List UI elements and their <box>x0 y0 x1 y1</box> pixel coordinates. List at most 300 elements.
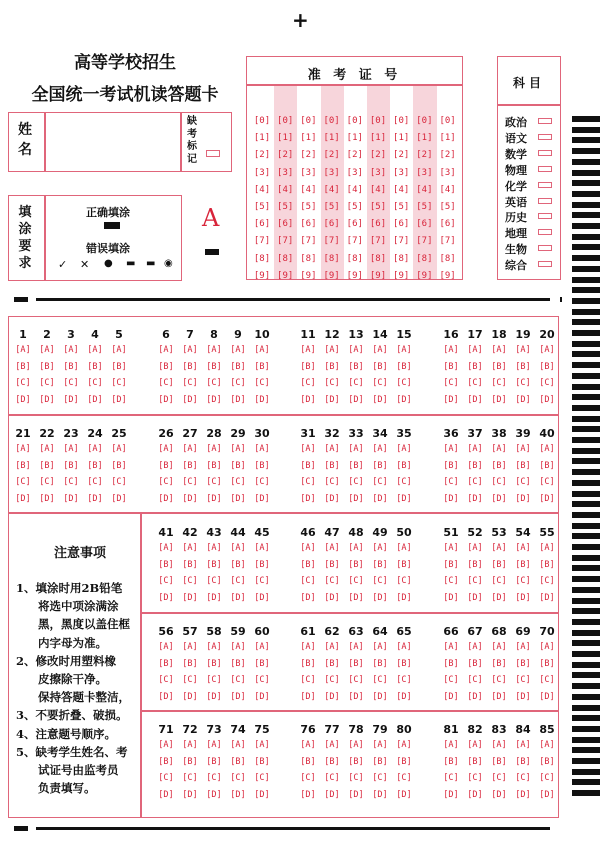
answer-bubble[interactable]: [A] <box>467 543 483 553</box>
answer-bubble[interactable]: [B] <box>111 361 127 372</box>
answer-bubble[interactable]: [C] <box>300 675 316 686</box>
exam-id-digit-bubble[interactable]: [4] <box>416 184 433 195</box>
answer-bubble[interactable]: [A] <box>324 345 340 355</box>
answer-bubble[interactable]: [A] <box>158 345 174 355</box>
exam-id-digit-bubble[interactable]: [6] <box>277 219 294 230</box>
exam-id-digit-bubble[interactable]: [3] <box>277 167 294 178</box>
answer-bubble[interactable]: [B] <box>182 460 198 471</box>
answer-bubble[interactable]: [A] <box>15 345 31 355</box>
exam-id-digit-bubble[interactable]: [0] <box>323 116 340 126</box>
exam-id-digit-bubble[interactable]: [1] <box>300 133 317 144</box>
exam-id-digit-bubble[interactable]: [7] <box>346 236 363 247</box>
exam-id-digit-bubble[interactable]: [8] <box>323 253 340 264</box>
answer-bubble[interactable]: [D] <box>515 789 531 800</box>
answer-bubble[interactable]: [C] <box>443 477 459 488</box>
answer-bubble[interactable]: [D] <box>491 691 507 702</box>
answer-bubble[interactable]: [A] <box>348 543 364 553</box>
answer-bubble[interactable]: [B] <box>206 658 222 669</box>
answer-bubble[interactable]: [A] <box>254 345 270 355</box>
answer-bubble[interactable]: [A] <box>206 740 222 750</box>
answer-bubble[interactable]: [D] <box>254 691 270 702</box>
answer-bubble[interactable]: [A] <box>443 345 459 355</box>
answer-bubble[interactable]: [B] <box>467 658 483 669</box>
answer-bubble[interactable]: [B] <box>467 460 483 471</box>
answer-bubble[interactable]: [C] <box>158 378 174 389</box>
answer-bubble[interactable]: [C] <box>230 675 246 686</box>
exam-id-digit-bubble[interactable]: [5] <box>369 202 387 212</box>
answer-bubble[interactable]: [C] <box>491 773 507 784</box>
answer-bubble[interactable]: [D] <box>515 394 531 405</box>
answer-bubble[interactable]: [D] <box>348 493 364 504</box>
exam-id-digit-bubble[interactable]: [4] <box>323 184 340 195</box>
answer-bubble[interactable]: [D] <box>230 592 246 603</box>
answer-bubble[interactable]: [D] <box>467 394 483 405</box>
exam-id-digit-bubble[interactable]: [7] <box>439 236 456 247</box>
answer-bubble[interactable]: [D] <box>467 592 483 603</box>
answer-bubble[interactable]: [D] <box>182 592 198 603</box>
answer-bubble[interactable]: [C] <box>348 477 364 488</box>
answer-bubble[interactable]: [A] <box>372 543 388 553</box>
answer-bubble[interactable]: [B] <box>39 361 55 372</box>
answer-bubble[interactable]: [C] <box>539 477 555 488</box>
answer-bubble[interactable]: [B] <box>230 756 246 767</box>
answer-bubble[interactable]: [A] <box>300 740 316 750</box>
answer-bubble[interactable]: [C] <box>443 378 459 389</box>
answer-bubble[interactable]: [A] <box>372 444 388 454</box>
answer-bubble[interactable]: [C] <box>15 378 31 389</box>
answer-bubble[interactable]: [D] <box>39 493 55 504</box>
answer-bubble[interactable]: [B] <box>396 658 412 669</box>
answer-bubble[interactable]: [B] <box>206 460 222 471</box>
answer-bubble[interactable]: [C] <box>443 576 459 587</box>
answer-bubble[interactable]: [A] <box>491 543 507 553</box>
answer-bubble[interactable]: [B] <box>254 361 270 372</box>
answer-bubble[interactable]: [C] <box>230 378 246 389</box>
answer-bubble[interactable]: [B] <box>443 658 459 669</box>
answer-bubble[interactable]: [A] <box>15 444 31 454</box>
subject-bubble[interactable] <box>538 213 552 219</box>
answer-bubble[interactable]: [B] <box>515 559 531 570</box>
answer-bubble[interactable]: [D] <box>300 789 316 800</box>
exam-id-digit-bubble[interactable]: [6] <box>346 219 363 230</box>
exam-id-digit-bubble[interactable]: [0] <box>369 116 387 126</box>
answer-bubble[interactable]: [A] <box>206 444 222 454</box>
answer-bubble[interactable]: [D] <box>372 394 388 405</box>
exam-id-digit-bubble[interactable]: [5] <box>323 202 340 212</box>
answer-bubble[interactable]: [C] <box>254 576 270 587</box>
answer-bubble[interactable]: [A] <box>396 345 412 355</box>
answer-bubble[interactable]: [B] <box>324 756 340 767</box>
answer-bubble[interactable]: [B] <box>182 361 198 372</box>
name-field[interactable] <box>46 114 178 170</box>
answer-bubble[interactable]: [A] <box>158 444 174 454</box>
answer-bubble[interactable]: [D] <box>348 789 364 800</box>
answer-bubble[interactable]: [C] <box>396 675 412 686</box>
exam-id-digit-bubble[interactable]: [3] <box>300 167 317 178</box>
answer-bubble[interactable]: [B] <box>39 460 55 471</box>
exam-id-digit-bubble[interactable]: [8] <box>439 253 456 264</box>
answer-bubble[interactable]: [B] <box>348 361 364 372</box>
answer-bubble[interactable]: [B] <box>467 361 483 372</box>
answer-bubble[interactable]: [A] <box>491 444 507 454</box>
exam-id-digit-bubble[interactable]: [3] <box>253 167 271 178</box>
answer-bubble[interactable]: [A] <box>539 345 555 355</box>
exam-id-digit-bubble[interactable]: [5] <box>439 202 456 212</box>
answer-bubble[interactable]: [C] <box>254 773 270 784</box>
answer-bubble[interactable]: [B] <box>300 361 316 372</box>
answer-bubble[interactable]: [D] <box>230 789 246 800</box>
exam-id-digit-bubble[interactable]: [3] <box>439 167 456 178</box>
exam-id-digit-bubble[interactable]: [2] <box>300 150 317 161</box>
answer-bubble[interactable]: [C] <box>15 477 31 488</box>
exam-id-digit-bubble[interactable]: [1] <box>346 133 363 144</box>
answer-bubble[interactable]: [D] <box>396 691 412 702</box>
exam-id-digit-bubble[interactable]: [9] <box>253 270 271 281</box>
answer-bubble[interactable]: [A] <box>396 642 412 652</box>
answer-bubble[interactable]: [B] <box>491 658 507 669</box>
answer-bubble[interactable]: [A] <box>443 642 459 652</box>
answer-bubble[interactable]: [B] <box>396 460 412 471</box>
answer-bubble[interactable]: [C] <box>87 477 103 488</box>
answer-bubble[interactable]: [C] <box>467 378 483 389</box>
exam-id-digit-bubble[interactable]: [6] <box>439 219 456 230</box>
answer-bubble[interactable]: [D] <box>111 493 127 504</box>
answer-bubble[interactable]: [A] <box>491 345 507 355</box>
answer-bubble[interactable]: [A] <box>515 444 531 454</box>
answer-bubble[interactable]: [A] <box>158 740 174 750</box>
answer-bubble[interactable]: [D] <box>515 493 531 504</box>
answer-bubble[interactable]: [B] <box>539 658 555 669</box>
answer-bubble[interactable]: [D] <box>539 394 555 405</box>
answer-bubble[interactable]: [C] <box>182 773 198 784</box>
answer-bubble[interactable]: [D] <box>87 493 103 504</box>
answer-bubble[interactable]: [A] <box>396 740 412 750</box>
answer-bubble[interactable]: [B] <box>182 756 198 767</box>
answer-bubble[interactable]: [B] <box>300 658 316 669</box>
exam-id-digit-bubble[interactable]: [4] <box>277 184 294 195</box>
answer-bubble[interactable]: [D] <box>254 592 270 603</box>
answer-bubble[interactable]: [D] <box>300 493 316 504</box>
answer-bubble[interactable]: [A] <box>324 444 340 454</box>
exam-id-digit-bubble[interactable]: [9] <box>369 270 387 281</box>
answer-bubble[interactable]: [D] <box>158 493 174 504</box>
answer-bubble[interactable]: [B] <box>324 361 340 372</box>
answer-bubble[interactable]: [A] <box>300 642 316 652</box>
answer-bubble[interactable]: [B] <box>230 460 246 471</box>
subject-bubble[interactable] <box>538 229 552 235</box>
answer-bubble[interactable]: [A] <box>230 543 246 553</box>
exam-id-digit-bubble[interactable]: [0] <box>346 116 363 126</box>
answer-bubble[interactable]: [B] <box>254 559 270 570</box>
answer-bubble[interactable]: [D] <box>87 394 103 405</box>
exam-id-digit-bubble[interactable]: [0] <box>277 116 294 126</box>
exam-id-digit-bubble[interactable]: [8] <box>369 253 387 264</box>
answer-bubble[interactable]: [D] <box>300 394 316 405</box>
answer-bubble[interactable]: [C] <box>348 576 364 587</box>
answer-bubble[interactable]: [D] <box>182 789 198 800</box>
answer-bubble[interactable]: [A] <box>539 740 555 750</box>
answer-bubble[interactable]: [D] <box>230 493 246 504</box>
answer-bubble[interactable]: [A] <box>39 444 55 454</box>
answer-bubble[interactable]: [B] <box>230 658 246 669</box>
answer-bubble[interactable]: [D] <box>182 691 198 702</box>
answer-bubble[interactable]: [C] <box>348 773 364 784</box>
exam-id-digit-bubble[interactable]: [8] <box>253 253 271 264</box>
answer-bubble[interactable]: [A] <box>39 345 55 355</box>
answer-bubble[interactable]: [A] <box>182 740 198 750</box>
answer-bubble[interactable]: [A] <box>206 642 222 652</box>
exam-id-digit-bubble[interactable]: [3] <box>416 167 433 178</box>
answer-bubble[interactable]: [A] <box>111 345 127 355</box>
answer-bubble[interactable]: [B] <box>324 460 340 471</box>
answer-bubble[interactable]: [C] <box>443 675 459 686</box>
answer-bubble[interactable]: [A] <box>300 444 316 454</box>
absent-mark-box[interactable] <box>206 150 220 157</box>
answer-bubble[interactable]: [A] <box>324 740 340 750</box>
answer-bubble[interactable]: [D] <box>206 592 222 603</box>
answer-bubble[interactable]: [D] <box>372 592 388 603</box>
answer-bubble[interactable]: [B] <box>372 361 388 372</box>
subject-bubble[interactable] <box>538 150 552 156</box>
answer-bubble[interactable]: [C] <box>324 773 340 784</box>
answer-bubble[interactable]: [B] <box>491 460 507 471</box>
answer-bubble[interactable]: [A] <box>254 740 270 750</box>
answer-bubble[interactable]: [B] <box>158 559 174 570</box>
answer-bubble[interactable]: [A] <box>396 543 412 553</box>
answer-bubble[interactable]: [C] <box>324 576 340 587</box>
answer-bubble[interactable]: [D] <box>182 394 198 405</box>
answer-bubble[interactable]: [B] <box>206 756 222 767</box>
answer-bubble[interactable]: [D] <box>491 592 507 603</box>
answer-bubble[interactable]: [D] <box>396 789 412 800</box>
answer-bubble[interactable]: [A] <box>372 345 388 355</box>
answer-bubble[interactable]: [A] <box>254 543 270 553</box>
exam-id-digit-bubble[interactable]: [7] <box>253 236 271 247</box>
answer-bubble[interactable]: [B] <box>182 559 198 570</box>
exam-id-digit-bubble[interactable]: [3] <box>323 167 340 178</box>
answer-bubble[interactable]: [D] <box>324 592 340 603</box>
exam-id-digit-bubble[interactable]: [7] <box>416 236 433 247</box>
answer-bubble[interactable]: [A] <box>372 740 388 750</box>
answer-bubble[interactable]: [B] <box>348 559 364 570</box>
answer-bubble[interactable]: [A] <box>539 642 555 652</box>
answer-bubble[interactable]: [A] <box>348 444 364 454</box>
answer-bubble[interactable]: [A] <box>158 543 174 553</box>
answer-bubble[interactable]: [C] <box>467 477 483 488</box>
answer-bubble[interactable]: [B] <box>515 756 531 767</box>
answer-bubble[interactable]: [D] <box>515 592 531 603</box>
answer-bubble[interactable]: [C] <box>254 378 270 389</box>
answer-bubble[interactable]: [C] <box>491 576 507 587</box>
exam-id-digit-bubble[interactable]: [5] <box>277 202 294 212</box>
answer-bubble[interactable]: [C] <box>300 773 316 784</box>
answer-bubble[interactable]: [D] <box>348 592 364 603</box>
subject-bubble[interactable] <box>538 261 552 267</box>
exam-id-digit-bubble[interactable]: [9] <box>416 270 433 281</box>
answer-bubble[interactable]: [A] <box>491 642 507 652</box>
answer-bubble[interactable]: [B] <box>254 756 270 767</box>
exam-id-digit-bubble[interactable]: [6] <box>393 219 410 230</box>
answer-bubble[interactable]: [B] <box>158 361 174 372</box>
exam-id-digit-bubble[interactable]: [2] <box>393 150 410 161</box>
answer-bubble[interactable]: [A] <box>515 345 531 355</box>
answer-bubble[interactable]: [D] <box>230 394 246 405</box>
answer-bubble[interactable]: [B] <box>539 756 555 767</box>
answer-bubble[interactable]: [A] <box>230 444 246 454</box>
answer-bubble[interactable]: [C] <box>230 477 246 488</box>
answer-bubble[interactable]: [C] <box>467 773 483 784</box>
answer-bubble[interactable]: [C] <box>372 477 388 488</box>
exam-id-digit-bubble[interactable]: [7] <box>300 236 317 247</box>
exam-id-digit-bubble[interactable]: [2] <box>346 150 363 161</box>
answer-bubble[interactable]: [C] <box>206 477 222 488</box>
answer-bubble[interactable]: [A] <box>324 543 340 553</box>
answer-bubble[interactable]: [C] <box>372 378 388 389</box>
answer-bubble[interactable]: [A] <box>111 444 127 454</box>
answer-bubble[interactable]: [B] <box>300 460 316 471</box>
answer-bubble[interactable]: [C] <box>300 576 316 587</box>
exam-id-digit-bubble[interactable]: [4] <box>393 184 410 195</box>
exam-id-digit-bubble[interactable]: [2] <box>369 150 387 161</box>
answer-bubble[interactable]: [B] <box>491 559 507 570</box>
answer-bubble[interactable]: [A] <box>182 543 198 553</box>
answer-bubble[interactable]: [B] <box>300 559 316 570</box>
answer-bubble[interactable]: [D] <box>206 691 222 702</box>
exam-id-digit-bubble[interactable]: [6] <box>323 219 340 230</box>
answer-bubble[interactable]: [D] <box>182 493 198 504</box>
answer-bubble[interactable]: [B] <box>111 460 127 471</box>
answer-bubble[interactable]: [D] <box>443 493 459 504</box>
answer-bubble[interactable]: [B] <box>158 756 174 767</box>
answer-bubble[interactable]: [B] <box>443 756 459 767</box>
answer-bubble[interactable]: [C] <box>182 378 198 389</box>
answer-bubble[interactable]: [D] <box>15 394 31 405</box>
answer-bubble[interactable]: [D] <box>15 493 31 504</box>
answer-bubble[interactable]: [D] <box>39 394 55 405</box>
answer-bubble[interactable]: [B] <box>15 361 31 372</box>
answer-bubble[interactable]: [A] <box>230 642 246 652</box>
exam-id-digit-bubble[interactable]: [4] <box>253 184 271 195</box>
exam-id-digit-bubble[interactable]: [2] <box>277 150 294 161</box>
answer-bubble[interactable]: [A] <box>443 444 459 454</box>
answer-bubble[interactable]: [D] <box>300 691 316 702</box>
exam-id-digit-bubble[interactable]: [4] <box>369 184 387 195</box>
answer-bubble[interactable]: [B] <box>348 756 364 767</box>
answer-bubble[interactable]: [B] <box>324 559 340 570</box>
exam-id-digit-bubble[interactable]: [1] <box>393 133 410 144</box>
exam-id-digit-bubble[interactable]: [5] <box>416 202 433 212</box>
answer-bubble[interactable]: [D] <box>158 592 174 603</box>
answer-bubble[interactable]: [A] <box>230 740 246 750</box>
answer-bubble[interactable]: [C] <box>491 477 507 488</box>
answer-bubble[interactable]: [C] <box>182 576 198 587</box>
exam-id-digit-bubble[interactable]: [6] <box>300 219 317 230</box>
exam-id-digit-bubble[interactable]: [4] <box>439 184 456 195</box>
exam-id-digit-bubble[interactable]: [7] <box>369 236 387 247</box>
answer-bubble[interactable]: [D] <box>63 394 79 405</box>
answer-bubble[interactable]: [B] <box>63 460 79 471</box>
answer-bubble[interactable]: [B] <box>348 460 364 471</box>
answer-bubble[interactable]: [A] <box>467 642 483 652</box>
answer-bubble[interactable]: [B] <box>206 559 222 570</box>
answer-bubble[interactable]: [A] <box>300 345 316 355</box>
answer-bubble[interactable]: [D] <box>515 691 531 702</box>
answer-bubble[interactable]: [A] <box>348 642 364 652</box>
answer-bubble[interactable]: [C] <box>539 576 555 587</box>
answer-bubble[interactable]: [A] <box>348 740 364 750</box>
exam-id-digit-bubble[interactable]: [8] <box>277 253 294 264</box>
exam-id-digit-bubble[interactable]: [7] <box>393 236 410 247</box>
exam-id-digit-bubble[interactable]: [6] <box>253 219 271 230</box>
answer-bubble[interactable]: [A] <box>254 642 270 652</box>
answer-bubble[interactable]: [C] <box>300 378 316 389</box>
answer-bubble[interactable]: [C] <box>372 773 388 784</box>
answer-bubble[interactable]: [C] <box>111 477 127 488</box>
answer-bubble[interactable]: [D] <box>348 691 364 702</box>
answer-bubble[interactable]: [C] <box>206 773 222 784</box>
exam-id-digit-bubble[interactable]: [5] <box>300 202 317 212</box>
answer-bubble[interactable]: [A] <box>515 642 531 652</box>
answer-bubble[interactable]: [A] <box>158 642 174 652</box>
answer-bubble[interactable]: [A] <box>372 642 388 652</box>
exam-id-digit-bubble[interactable]: [9] <box>393 270 410 281</box>
answer-bubble[interactable]: [B] <box>254 658 270 669</box>
answer-bubble[interactable]: [C] <box>300 477 316 488</box>
answer-bubble[interactable]: [C] <box>182 675 198 686</box>
answer-bubble[interactable]: [C] <box>230 576 246 587</box>
answer-bubble[interactable]: [C] <box>467 675 483 686</box>
answer-bubble[interactable]: [C] <box>230 773 246 784</box>
answer-bubble[interactable]: [B] <box>372 756 388 767</box>
answer-bubble[interactable]: [D] <box>206 493 222 504</box>
answer-bubble[interactable]: [A] <box>443 740 459 750</box>
answer-bubble[interactable]: [D] <box>443 691 459 702</box>
answer-bubble[interactable]: [A] <box>515 740 531 750</box>
answer-bubble[interactable]: [D] <box>206 394 222 405</box>
answer-bubble[interactable]: [A] <box>206 543 222 553</box>
answer-bubble[interactable]: [A] <box>63 345 79 355</box>
answer-bubble[interactable]: [D] <box>443 592 459 603</box>
exam-id-digit-bubble[interactable]: [9] <box>277 270 294 281</box>
answer-bubble[interactable]: [C] <box>158 675 174 686</box>
answer-bubble[interactable]: [B] <box>515 361 531 372</box>
answer-bubble[interactable]: [C] <box>539 675 555 686</box>
answer-bubble[interactable]: [A] <box>206 345 222 355</box>
answer-bubble[interactable]: [B] <box>539 460 555 471</box>
answer-bubble[interactable]: [B] <box>15 460 31 471</box>
answer-bubble[interactable]: [D] <box>324 394 340 405</box>
answer-bubble[interactable]: [D] <box>254 789 270 800</box>
answer-bubble[interactable]: [C] <box>396 378 412 389</box>
answer-bubble[interactable]: [D] <box>372 493 388 504</box>
exam-id-digit-bubble[interactable]: [1] <box>416 133 433 144</box>
exam-id-digit-bubble[interactable]: [4] <box>300 184 317 195</box>
answer-bubble[interactable]: [A] <box>230 345 246 355</box>
subject-bubble[interactable] <box>538 118 552 124</box>
answer-bubble[interactable]: [C] <box>182 477 198 488</box>
answer-bubble[interactable]: [C] <box>539 378 555 389</box>
answer-bubble[interactable]: [A] <box>467 345 483 355</box>
answer-bubble[interactable]: [C] <box>396 773 412 784</box>
answer-bubble[interactable]: [C] <box>515 477 531 488</box>
answer-bubble[interactable]: [B] <box>443 361 459 372</box>
exam-id-digit-bubble[interactable]: [0] <box>439 116 456 126</box>
answer-bubble[interactable]: [D] <box>539 592 555 603</box>
answer-bubble[interactable]: [C] <box>396 576 412 587</box>
answer-bubble[interactable]: [B] <box>443 460 459 471</box>
exam-id-digit-bubble[interactable]: [1] <box>369 133 387 144</box>
answer-bubble[interactable]: [C] <box>158 773 174 784</box>
